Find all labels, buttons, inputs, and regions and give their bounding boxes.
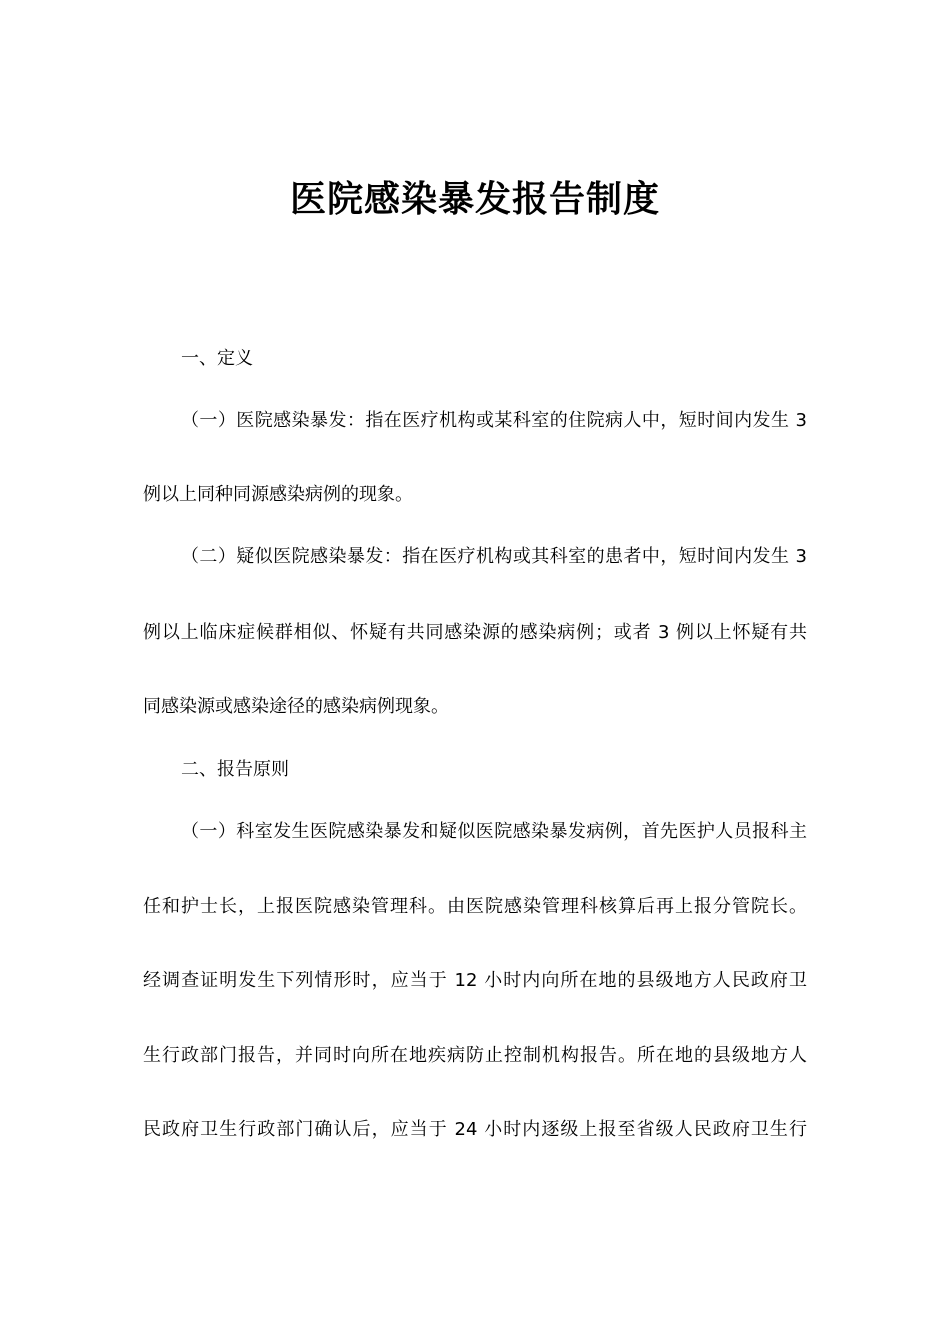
paragraph-line: 民政府卫生行政部门确认后，应当于 24 小时内逐级上报至省级人民政府卫生行	[143, 1119, 807, 1140]
paragraph-line: 经调查证明发生下列情形时，应当于 12 小时内向所在地的县级地方人民政府卫	[143, 970, 807, 991]
paragraph-line: 例以上临床症候群相似、怀疑有共同感染源的感染病例；或者 3 例以上怀疑有共	[143, 622, 807, 643]
paragraph-line: （二）疑似医院感染暴发：指在医疗机构或其科室的患者中，短时间内发生 3	[181, 546, 807, 567]
paragraph-line: 生行政部门报告，并同时向所在地疾病防止控制机构报告。所在地的县级地方人	[143, 1045, 807, 1066]
paragraph-line: 同感染源或感染途径的感染病例现象。	[143, 696, 449, 717]
section-heading-definition: 一、定义	[181, 348, 253, 369]
paragraph-line: （一）医院感染暴发：指在医疗机构或某科室的住院病人中，短时间内发生 3	[181, 410, 807, 431]
paragraph-line: 任和护士长，上报医院感染管理科。由医院感染管理科核算后再上报分管院长。	[143, 896, 807, 917]
paragraph-line: （一）科室发生医院感染暴发和疑似医院感染暴发病例，首先医护人员报科主	[181, 821, 807, 842]
section-heading-reporting: 二、报告原则	[181, 759, 289, 780]
paragraph-line: 例以上同种同源感染病例的现象。	[143, 484, 413, 505]
document-title: 医院感染暴发报告制度	[289, 179, 660, 220]
